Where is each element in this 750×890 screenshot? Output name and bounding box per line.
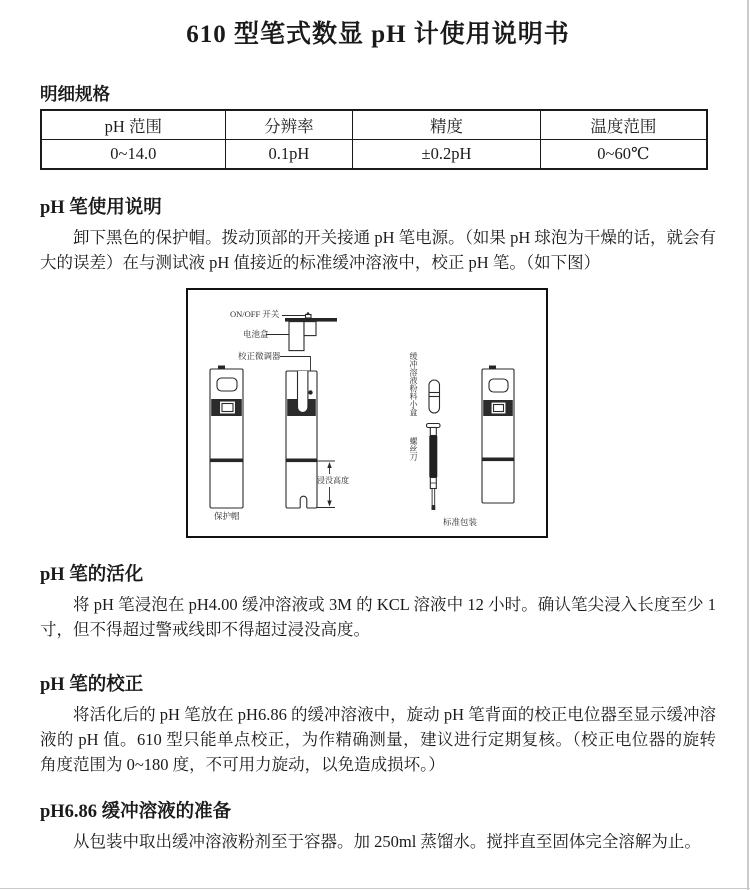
protective-cap-label: 保护帽	[214, 511, 240, 521]
battery-box-label: 电池盒	[243, 329, 269, 339]
buffer-prep-paragraph: 从包装中取出缓冲溶液粉剂至于容器。加 250ml 蒸馏水。搅拌直至固体完全溶解为止。	[73, 832, 701, 851]
pen-front-right-drawing	[482, 366, 514, 504]
screwdriver-label: 螺丝刀	[409, 437, 418, 461]
spec-header-temp-range: 温度范围	[540, 110, 707, 140]
figure-drawing	[188, 290, 546, 536]
instruction-figure	[186, 288, 548, 538]
spec-header-resolution: 分辨率	[225, 110, 353, 140]
battery-compartment-drawing	[285, 312, 337, 350]
spec-table	[40, 109, 708, 170]
spec-table-header-row	[41, 110, 707, 140]
spec-table-value-row	[41, 140, 707, 170]
scan-artifact-right-edge	[747, 0, 749, 890]
buffer-powder-capsule-drawing	[429, 380, 440, 413]
specs-heading: 明细规格	[40, 84, 110, 104]
on-off-switch-label: ON/OFF 开关	[230, 309, 280, 319]
usage-heading: pH 笔使用说明	[40, 198, 162, 218]
immersion-height-label: 浸没高度	[317, 476, 349, 485]
spec-value-temp-range: 0~60℃	[540, 140, 707, 170]
calibration-paragraph: 将活化后的 pH 笔放在 pH6.86 的缓冲溶液中，旋动 pH 笔背面的校正电位器至显示缓冲溶液的 pH 值。610 型只能单点校正，为作精确测量，建议进行定期复核。（校正电位器的旋转角度范围为 0~180 度，不可用力旋动，以免造成损坏。）	[40, 705, 716, 774]
spec-value-accuracy: ±0.2pH	[353, 140, 541, 170]
calibration-heading: pH 笔的校正	[40, 675, 144, 695]
usage-paragraph: 卸下黑色的保护帽。拨动顶部的开关接通 pH 笔电源。（如果 pH 球泡为干燥的话，就会有大的误差）在与测试液 pH 值接近的标准缓冲溶液中，校正 pH 笔。（如下图）	[40, 228, 716, 272]
activation-heading: pH 笔的活化	[40, 565, 144, 585]
calibration-trimmer-dot	[308, 390, 312, 394]
activation-paragraph: 将 pH 笔浸泡在 pH4.00 缓冲溶液或 3M 的 KCL 溶液中 12 小时。确认笔尖浸入长度至少 1 寸，但不得超过警戒线即不得超过浸没高度。	[40, 595, 716, 639]
spec-header-accuracy: 精度	[353, 110, 541, 140]
screwdriver-drawing	[427, 424, 441, 511]
page-title: 610 型笔式数显 pH 计使用说明书	[186, 21, 570, 48]
standard-package-label: 标准包装	[443, 517, 478, 527]
pen-front-left-drawing	[210, 366, 243, 509]
on-off-switch-dot	[307, 312, 310, 315]
calibration-trimmer-label: 校正微调器	[238, 350, 281, 361]
buffer-powder-box-label: 缓冲溶液粉料小盒	[409, 352, 418, 416]
spec-value-resolution: 0.1pH	[225, 140, 353, 170]
spec-header-ph-range: pH 范围	[41, 110, 225, 140]
scan-artifact-bottom-edge	[0, 888, 750, 889]
buffer-prep-heading: pH6.86 缓冲溶液的准备	[40, 802, 232, 822]
pen-back-drawing	[286, 371, 317, 509]
spec-value-ph-range: 0~14.0	[41, 140, 225, 170]
